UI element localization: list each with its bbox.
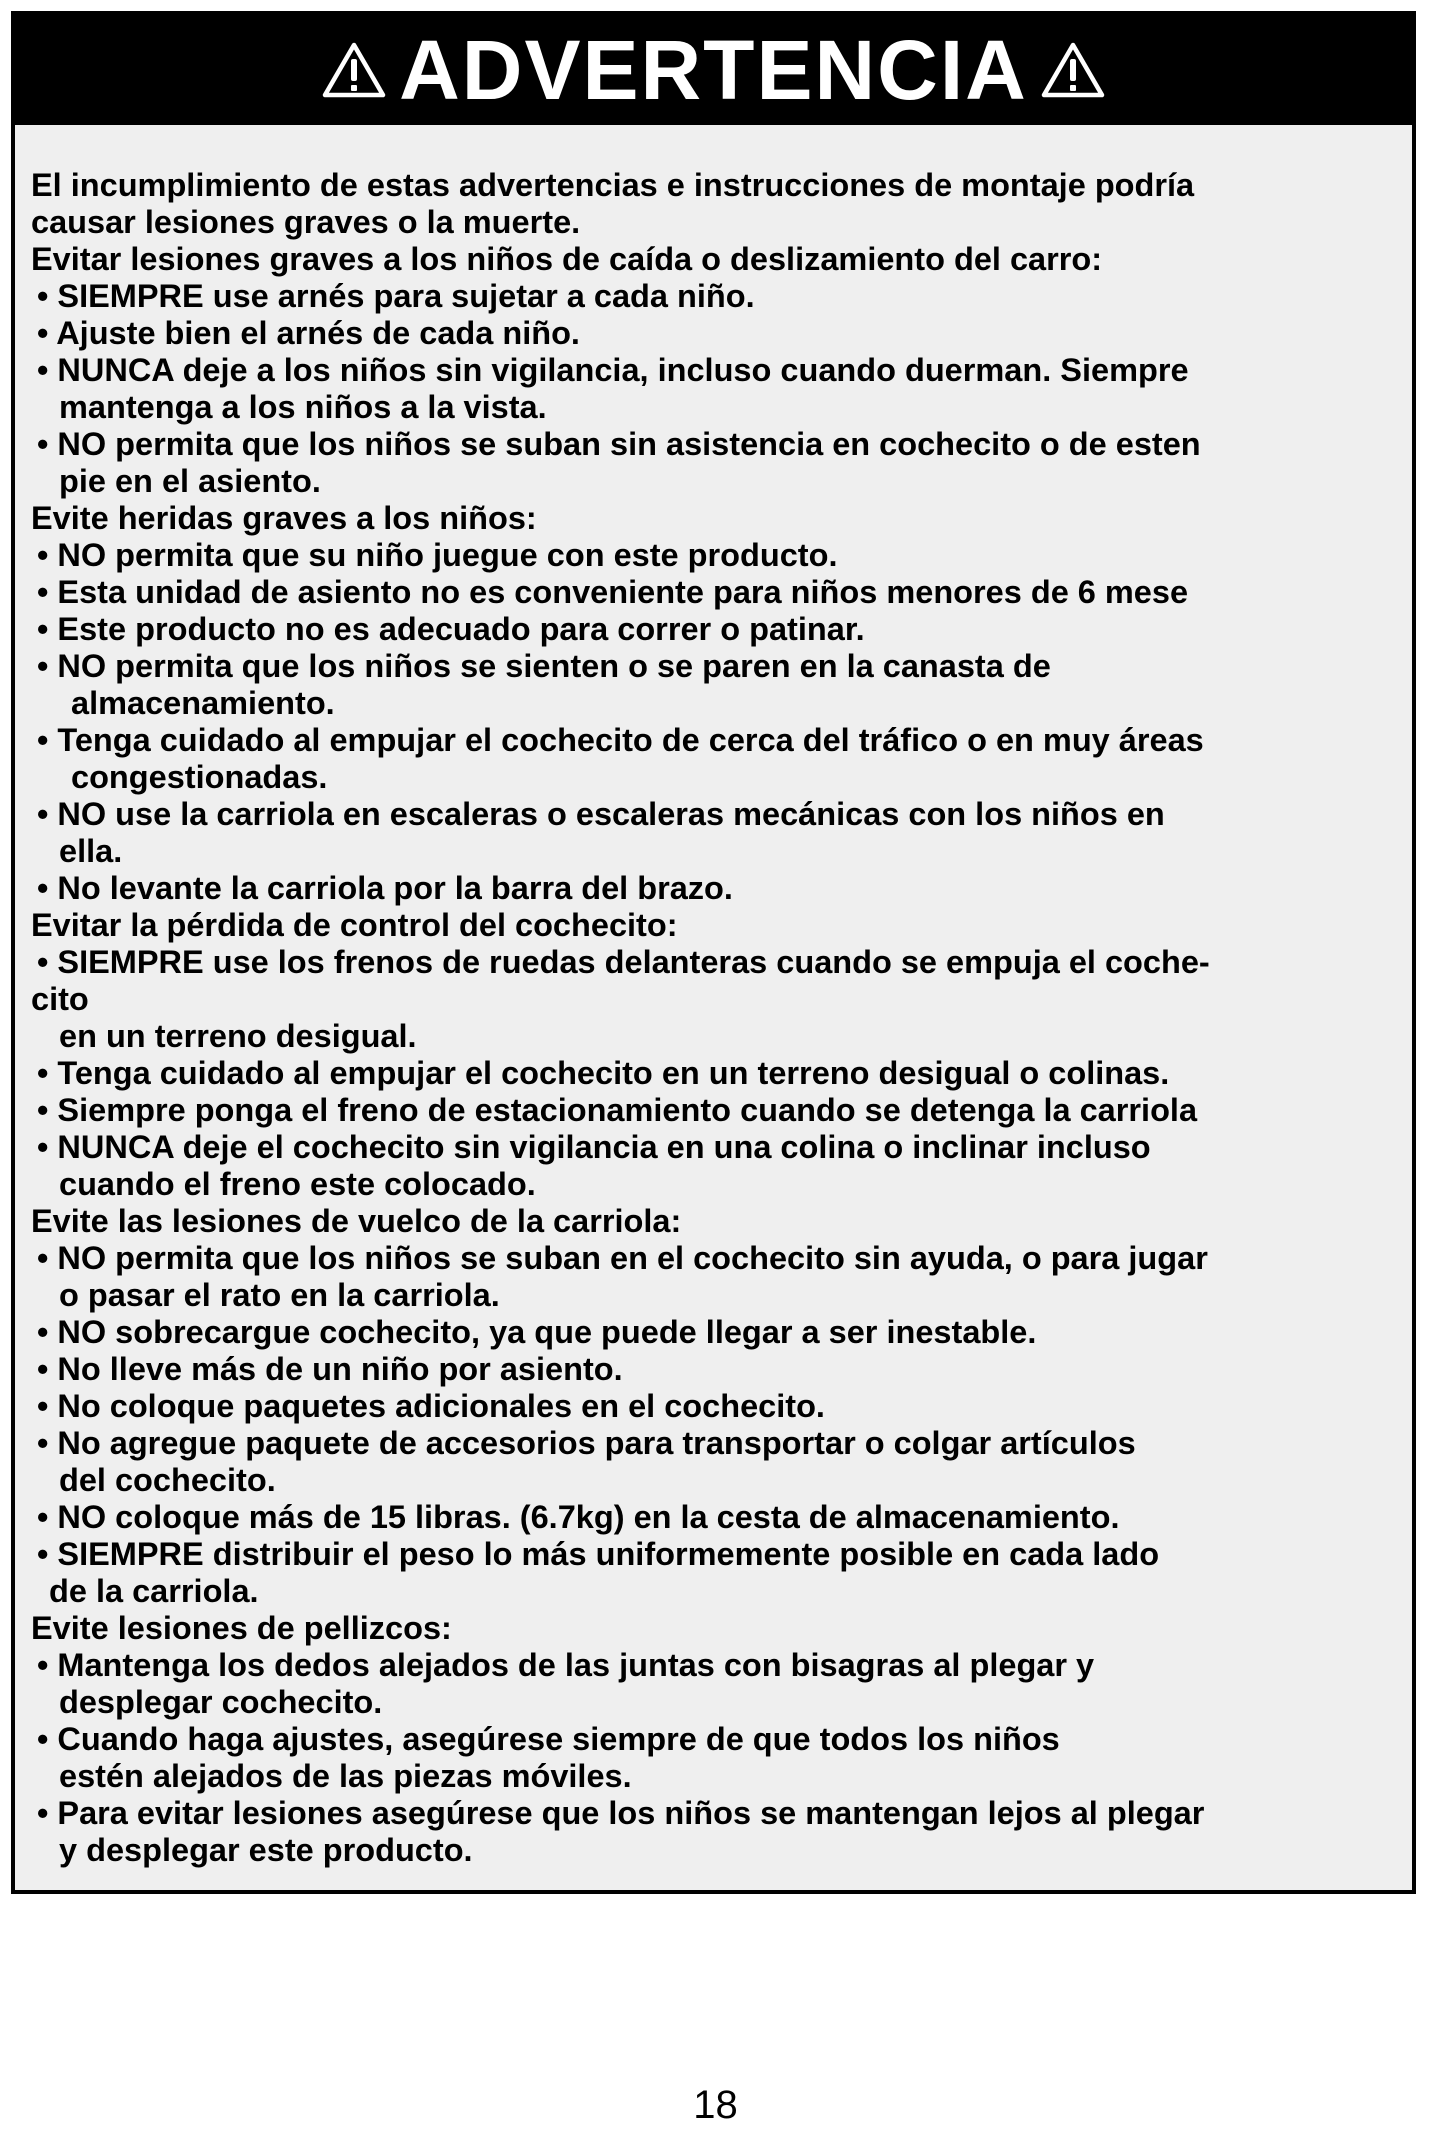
warning-triangle-icon	[321, 40, 387, 100]
warning-box	[11, 11, 1416, 1894]
bullet-continuation: en un terreno desigual.	[59, 1018, 417, 1054]
bullet-line: • Tenga cuidado al empujar el cochecito de cerca del tráfico o en muy áreas	[37, 722, 1204, 758]
bullet-line: • Ajuste bien el arnés de cada niño.	[37, 315, 580, 351]
intro-line: causar lesiones graves o la muerte.	[31, 204, 581, 240]
bullet-continuation: desplegar cochecito.	[59, 1684, 383, 1720]
bullet-continuation: estén alejados de las piezas móviles.	[59, 1758, 632, 1794]
bullet-continuation: congestionadas.	[71, 759, 328, 795]
bullet-line: • NUNCA deje a los niños sin vigilancia, incluso cuando duerman. Siempre	[37, 352, 1189, 388]
page-number: 18	[693, 2083, 738, 2127]
bullet-line: • Esta unidad de asiento no es conveniente para niños menores de 6 mese	[37, 574, 1189, 610]
bullet-continuation: de la carriola.	[49, 1573, 259, 1609]
bullet-continuation: cito	[31, 981, 89, 1017]
warning-text	[15, 125, 1412, 1869]
bullet-line: • SIEMPRE distribuir el peso lo más uniformemente posible en cada lado	[37, 1536, 1160, 1572]
intro-line: El incumplimiento de estas advertencias e instrucciones de montaje podría	[31, 167, 1195, 203]
bullet-line: • SIEMPRE use los frenos de ruedas delanteras cuando se empuja el coche-	[37, 944, 1210, 980]
bullet-continuation: o pasar el rato en la carriola.	[59, 1277, 500, 1313]
bullet-line: • NO permita que su niño juegue con este producto.	[37, 537, 838, 573]
bullet-continuation: ella.	[59, 833, 123, 869]
section-heading: Evite lesiones de pellizcos:	[31, 1610, 452, 1646]
section-heading: Evitar la pérdida de control del cochecito:	[31, 907, 678, 943]
bullet-continuation: pie en el asiento.	[59, 463, 321, 499]
bullet-line: • NO permita que los niños se suban en el cochecito sin ayuda, o para jugar	[37, 1240, 1208, 1276]
bullet-line: • NO permita que los niños se suban sin asistencia en cochecito o de esten	[37, 426, 1201, 462]
bullet-line: • Siempre ponga el freno de estacionamiento cuando se detenga la carriola	[37, 1092, 1198, 1128]
bullet-line: • No coloque paquetes adicionales en el cochecito.	[37, 1388, 825, 1424]
section-heading: Evitar lesiones graves a los niños de caída o deslizamiento del carro:	[31, 241, 1103, 277]
bullet-line: • No lleve más de un niño por asiento.	[37, 1351, 623, 1387]
bullet-line: • NO coloque más de 15 libras. (6.7kg) en la cesta de almacenamiento.	[37, 1499, 1120, 1535]
bullet-line: • Este producto no es adecuado para correr o patinar.	[37, 611, 865, 647]
bullet-line: • SIEMPRE use arnés para sujetar a cada niño.	[37, 278, 755, 314]
section-heading: Evite heridas graves a los niños:	[31, 500, 537, 536]
warning-header	[15, 15, 1412, 125]
bullet-continuation: mantenga a los niños a la vista.	[59, 389, 547, 425]
warning-triangle-icon	[1040, 40, 1106, 100]
bullet-line: • Tenga cuidado al empujar el cochecito en un terreno desigual o colinas.	[37, 1055, 1170, 1091]
bullet-line: • NUNCA deje el cochecito sin vigilancia en una colina o inclinar incluso	[37, 1129, 1151, 1165]
bullet-line: • Cuando haga ajustes, asegúrese siempre de que todos los niños	[37, 1721, 1060, 1757]
bullet-line: • Mantenga los dedos alejados de las juntas con bisagras al plegar y	[37, 1647, 1095, 1683]
bullet-continuation: del cochecito.	[59, 1462, 276, 1498]
bullet-line: • No agregue paquete de accesorios para transportar o colgar artículos	[37, 1425, 1136, 1461]
bullet-line: • NO permita que los niños se sienten o se paren en la canasta de	[37, 648, 1051, 684]
bullet-line: • No levante la carriola por la barra del brazo.	[37, 870, 733, 906]
bullet-continuation: y desplegar este producto.	[59, 1832, 473, 1868]
section-heading: Evite las lesiones de vuelco de la carriola:	[31, 1203, 682, 1239]
bullet-line: • NO sobrecargue cochecito, ya que puede llegar a ser inestable.	[37, 1314, 1037, 1350]
bullet-line: • NO use la carriola en escaleras o escaleras mecánicas con los niños en	[37, 796, 1165, 832]
warning-title: ADVERTENCIA	[399, 23, 1028, 117]
bullet-line: • Para evitar lesiones asegúrese que los niños se mantengan lejos al plegar	[37, 1795, 1205, 1831]
bullet-continuation: cuando el freno este colocado.	[59, 1166, 536, 1202]
bullet-continuation: almacenamiento.	[71, 685, 335, 721]
